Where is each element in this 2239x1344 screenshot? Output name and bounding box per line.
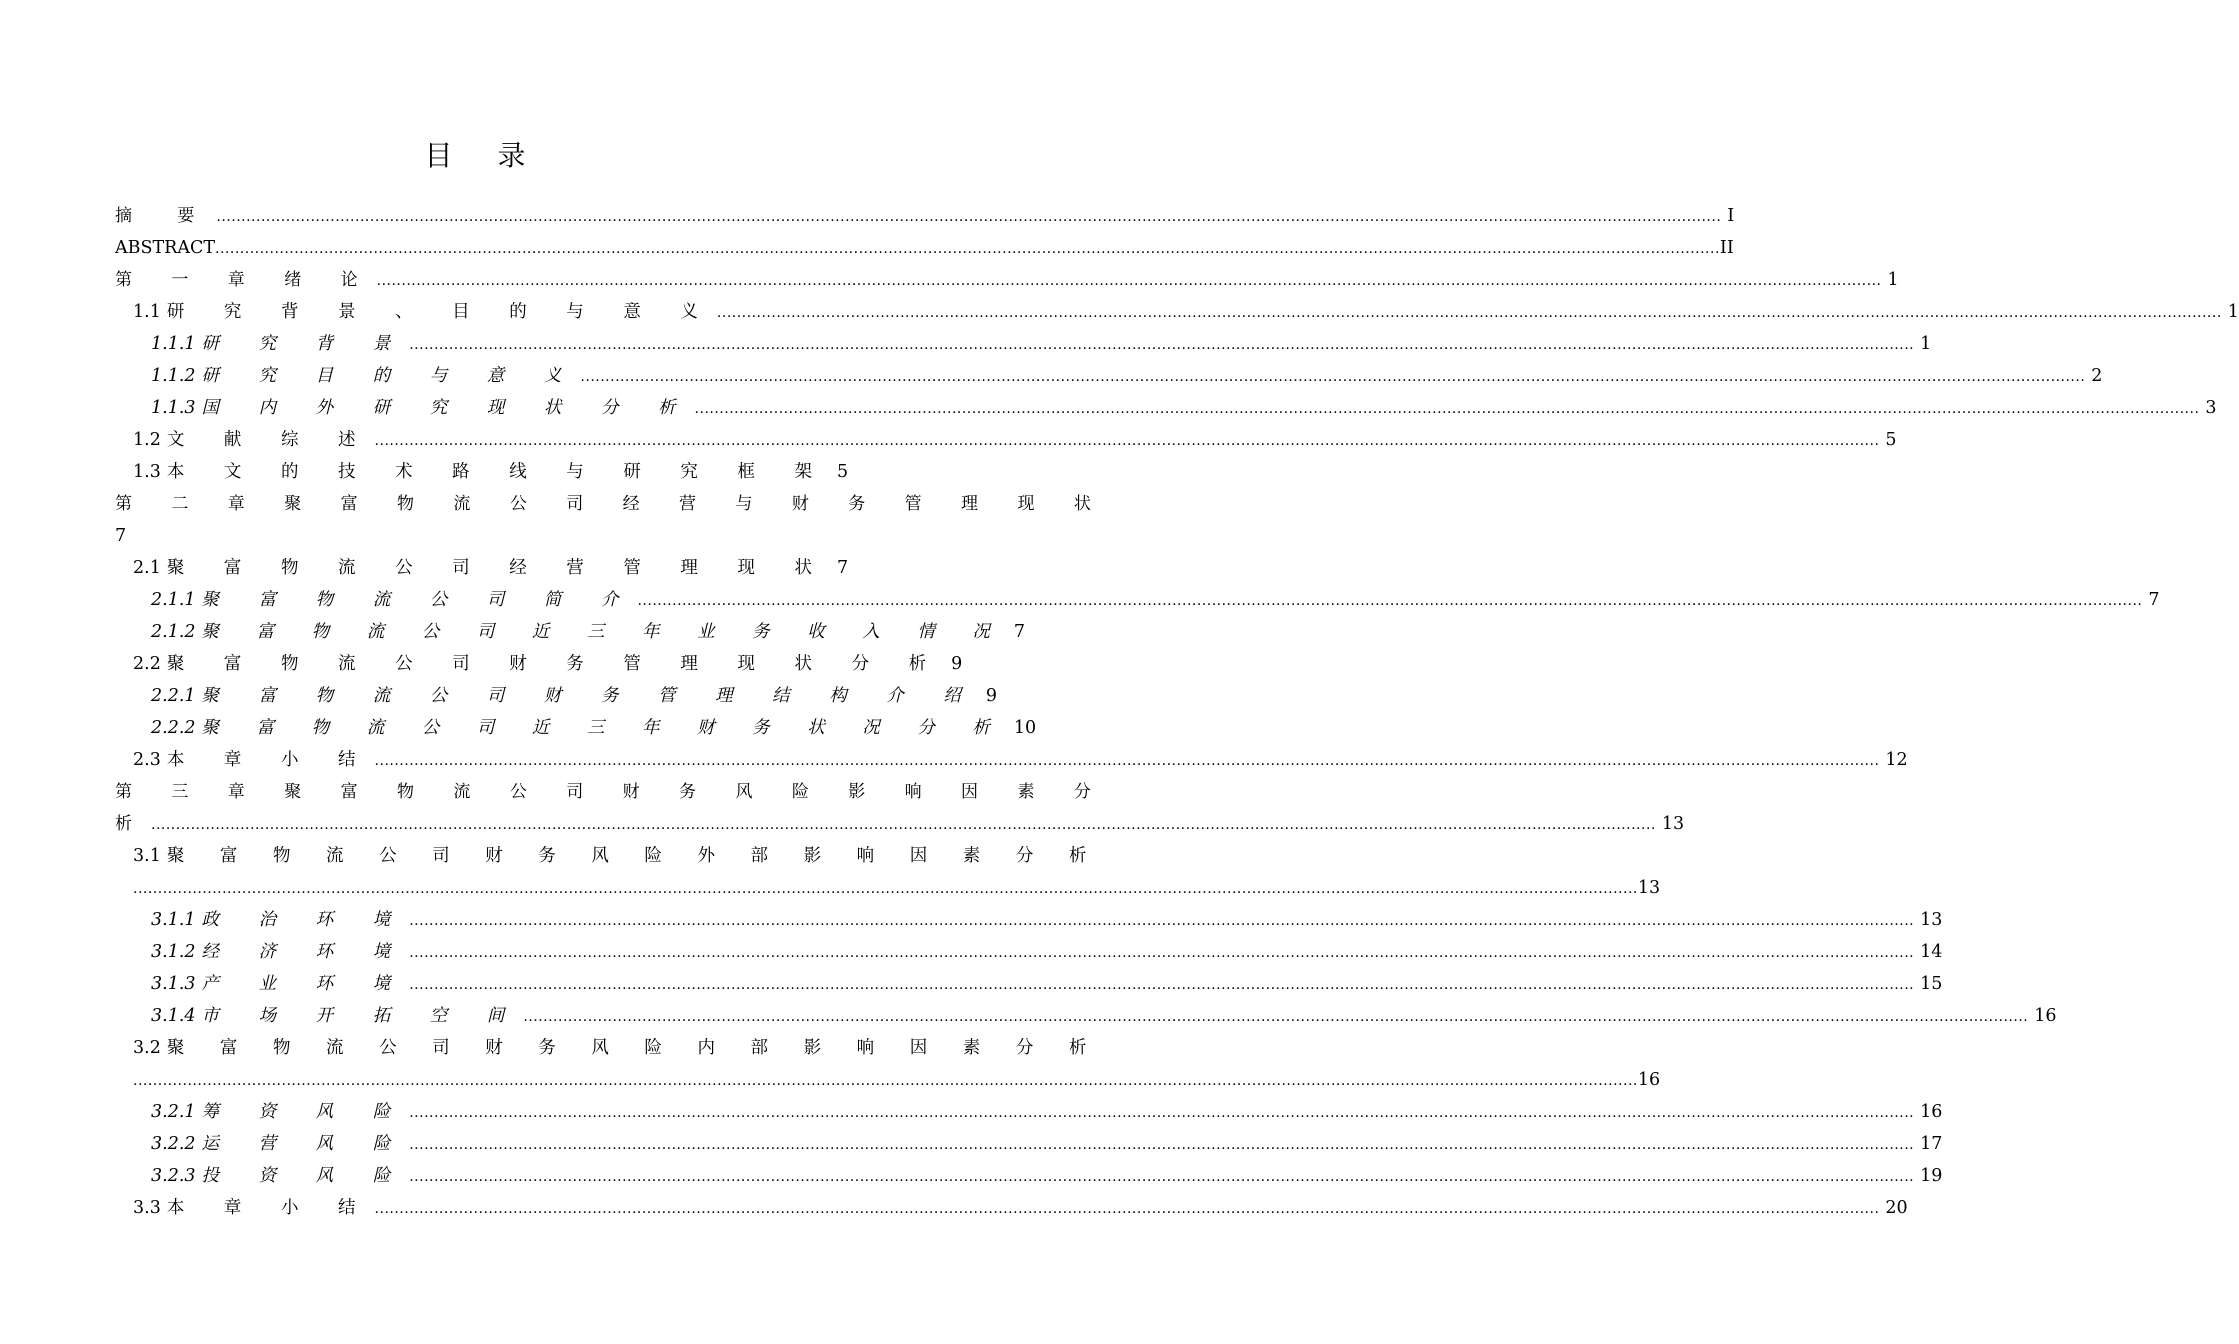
dot-leader (375, 1193, 1880, 1225)
dot-leader (580, 361, 2085, 393)
toc-entry-label: 研 究 背 景 、 目 的 与 意 义 (166, 302, 715, 322)
toc-entry-3-1-4[interactable] (115, 1000, 2057, 1032)
toc-entry-label: 研 究 背 景 (201, 334, 408, 354)
toc-entry-label: 国 内 外 研 究 现 状 分 析 (201, 398, 693, 418)
dot-leader (409, 329, 1914, 361)
toc-entry-number: 3.1.4 (151, 1006, 196, 1026)
toc-entry-2-2-1[interactable] (115, 680, 997, 712)
toc-entry-page: 10 (1013, 718, 1037, 738)
toc-entry-label: 聚 富 物 流 公 司 财 务 风 险 内 部 影 响 因 素 分 析 (166, 1038, 1102, 1058)
toc-entry-label: 产 业 环 境 (201, 974, 408, 994)
toc-entry-page: 7 (837, 558, 849, 578)
toc-entry-number: 3.3 (133, 1198, 161, 1218)
toc-entry-label: 聚 富 物 流 公 司 财 务 风 险 外 部 影 响 因 素 分 析 (166, 846, 1102, 866)
toc-entry-3-2[interactable] (115, 1032, 1102, 1064)
toc-entry-number: 2.2.1 (151, 686, 196, 706)
dot-leader (409, 1129, 1914, 1161)
toc-entry-2-3[interactable] (115, 744, 1908, 776)
dot-leader (409, 1161, 1914, 1193)
dot-leader (637, 585, 2142, 617)
toc-entry-1-1-3[interactable] (115, 392, 2217, 424)
toc-entry-page: 19 (1920, 1166, 1943, 1186)
toc-entry-page: 5 (837, 462, 849, 482)
toc-entry-label: 聚 富 物 流 公 司 近 三 年 财 务 状 况 分 析 (201, 718, 1006, 738)
toc-entry-3-1[interactable] (115, 840, 1102, 872)
toc-entry-number: 1.2 (133, 430, 161, 450)
toc-entry-label: 投 资 风 险 (201, 1166, 408, 1186)
toc-entry-page: 16 (1637, 1070, 1661, 1090)
toc-entry-page: 16 (1920, 1102, 1943, 1122)
toc-entry-page: 1 (2227, 302, 2239, 322)
dot-leader (377, 265, 1882, 297)
toc-entry-chapter-3-cont[interactable] (115, 808, 1685, 840)
toc-entry-label: 聚 富 物 流 公 司 财 务 管 理 结 构 介 绍 (201, 686, 978, 706)
toc-entry-label: 本 章 小 结 (166, 750, 373, 770)
toc-entry-page: 5 (1885, 430, 1897, 450)
toc-entry-number: 3.2.1 (151, 1102, 196, 1122)
toc-entry-label: 第 三 章 聚 富 物 流 公 司 财 务 风 险 影 响 因 素 分 (115, 782, 1108, 802)
toc-entry-page: 13 (1661, 814, 1685, 834)
toc-entry-page: 9 (951, 654, 963, 674)
table-of-contents (115, 200, 2239, 1224)
toc-entry-page: I (1727, 206, 1735, 226)
toc-entry-number: 3.1.1 (151, 910, 196, 930)
toc-entry-page: 13 (1920, 910, 1943, 930)
dot-leader (409, 969, 1914, 1001)
toc-entry-page: 7 (1013, 622, 1026, 642)
dot-leader (409, 1097, 1914, 1129)
toc-entry-label: 第 一 章 绪 论 (115, 270, 375, 290)
toc-entry-1-1-1[interactable] (115, 328, 1932, 360)
toc-entry-3-2-1[interactable] (115, 1096, 1943, 1128)
dot-leader (695, 393, 2200, 425)
toc-entry-page: 16 (2034, 1006, 2057, 1026)
toc-entry-3-3[interactable] (115, 1192, 1908, 1224)
dot-leader (409, 937, 1914, 969)
toc-entry-number: 3.2.3 (151, 1166, 196, 1186)
toc-entry-3-1-3[interactable] (115, 968, 1943, 1000)
toc-entry-1-2[interactable] (115, 424, 1897, 456)
toc-entry-label: 文 献 综 述 (166, 430, 373, 450)
toc-entry-label: 聚 富 物 流 公 司 近 三 年 业 务 收 入 情 况 (201, 622, 1006, 642)
dot-leader (375, 425, 1880, 457)
toc-entry-number: 1.1 (133, 302, 161, 322)
toc-entry-label: 本 章 小 结 (166, 1198, 373, 1218)
toc-entry-1-3[interactable] (115, 456, 849, 488)
dot-leader (216, 201, 1721, 233)
dot-leader (409, 905, 1914, 937)
toc-entry-2-1[interactable] (115, 552, 849, 584)
toc-entry-3-1-2[interactable] (115, 936, 1943, 968)
toc-entry-label: 摘 要 (115, 206, 215, 226)
toc-entry-page: 13 (1637, 878, 1661, 898)
toc-entry-1-1-2[interactable] (115, 360, 2103, 392)
toc-entry-label: 聚 富 物 流 公 司 财 务 管 理 现 状 分 析 (166, 654, 944, 674)
dot-leader (523, 1001, 2028, 1033)
dot-leader (717, 297, 2222, 329)
toc-entry-label-cont: 析 (115, 814, 149, 834)
toc-entry-number: 3.1 (133, 846, 161, 866)
toc-entry-number: 3.1.3 (151, 974, 196, 994)
toc-entry-label: 运 营 风 险 (201, 1134, 408, 1154)
toc-entry-number: 2.2.2 (151, 718, 196, 738)
toc-entry-number: 1.1.1 (151, 334, 196, 354)
toc-entry-page: 12 (1885, 750, 1908, 770)
toc-entry-number: 2.2 (133, 654, 161, 674)
toc-entry-label: ABSTRACT (115, 238, 216, 258)
toc-entry-page: 7 (115, 526, 127, 546)
dot-leader (133, 873, 1638, 905)
toc-entry-chapter-3[interactable] (115, 776, 1108, 808)
toc-title: 目 录 (424, 139, 544, 172)
toc-entry-3-2-cont[interactable] (115, 1064, 1661, 1096)
toc-entry-number: 3.1.2 (151, 942, 196, 962)
toc-entry-page: 20 (1885, 1198, 1908, 1218)
toc-entry-2-1-2[interactable] (115, 616, 1026, 648)
toc-entry-page: 15 (1920, 974, 1943, 994)
toc-entry-abstract-cn[interactable] (115, 200, 1735, 232)
toc-entry-2-2[interactable] (115, 648, 963, 680)
dot-leader (133, 1065, 1638, 1097)
toc-entry-label: 市 场 开 拓 空 间 (201, 1006, 522, 1026)
toc-entry-abstract-en[interactable] (115, 232, 1734, 264)
toc-entry-page: 7 (2148, 590, 2160, 610)
toc-entry-2-1-1[interactable] (115, 584, 2160, 616)
toc-entry-label: 本 文 的 技 术 路 线 与 研 究 框 架 (166, 462, 830, 482)
toc-entry-number: 2.1 (133, 558, 161, 578)
toc-entry-page: 14 (1920, 942, 1943, 962)
toc-entry-page: II (1719, 238, 1734, 258)
toc-entry-label: 聚 富 物 流 公 司 简 介 (201, 590, 636, 610)
toc-entry-label: 研 究 目 的 与 意 义 (201, 366, 579, 386)
toc-entry-chapter-1[interactable] (115, 264, 1899, 296)
toc-entry-3-1-cont[interactable] (115, 872, 1661, 904)
toc-entry-number: 1.1.2 (151, 366, 196, 386)
toc-entry-number: 2.1.1 (151, 590, 196, 610)
toc-entry-number: 3.2.2 (151, 1134, 196, 1154)
toc-entry-page: 3 (2205, 398, 2217, 418)
toc-entry-number: 1.3 (133, 462, 161, 482)
toc-entry-2-2-2[interactable] (115, 712, 1037, 744)
toc-entry-number: 2.1.2 (151, 622, 196, 642)
toc-entry-3-1-1[interactable] (115, 904, 1943, 936)
dot-leader (375, 745, 1880, 777)
toc-entry-label: 聚 富 物 流 公 司 经 营 管 理 现 状 (166, 558, 830, 578)
toc-entry-label: 经 济 环 境 (201, 942, 408, 962)
dot-leader (215, 233, 1720, 265)
toc-entry-3-2-3[interactable] (115, 1160, 1943, 1192)
dot-leader (151, 809, 1656, 841)
toc-entry-number: 2.3 (133, 750, 161, 770)
toc-entry-page: 17 (1920, 1134, 1943, 1154)
toc-entry-label: 政 治 环 境 (201, 910, 408, 930)
toc-entry-chapter-2[interactable] (115, 488, 1108, 520)
toc-entry-page: 1 (1920, 334, 1932, 354)
toc-entry-number: 1.1.3 (151, 398, 196, 418)
toc-entry-label: 筹 资 风 险 (201, 1102, 408, 1122)
toc-entry-number: 3.2 (133, 1038, 161, 1058)
toc-entry-page: 9 (985, 686, 997, 706)
toc-entry-chapter-2-page-line (115, 520, 820, 552)
toc-entry-label: 第 二 章 聚 富 物 流 公 司 经 营 与 财 务 管 理 现 状 (115, 494, 1108, 514)
toc-entry-3-2-2[interactable] (115, 1128, 1943, 1160)
toc-entry-1-1[interactable] (115, 296, 2239, 328)
toc-entry-page: 1 (1887, 270, 1899, 290)
toc-entry-page: 2 (2091, 366, 2103, 386)
